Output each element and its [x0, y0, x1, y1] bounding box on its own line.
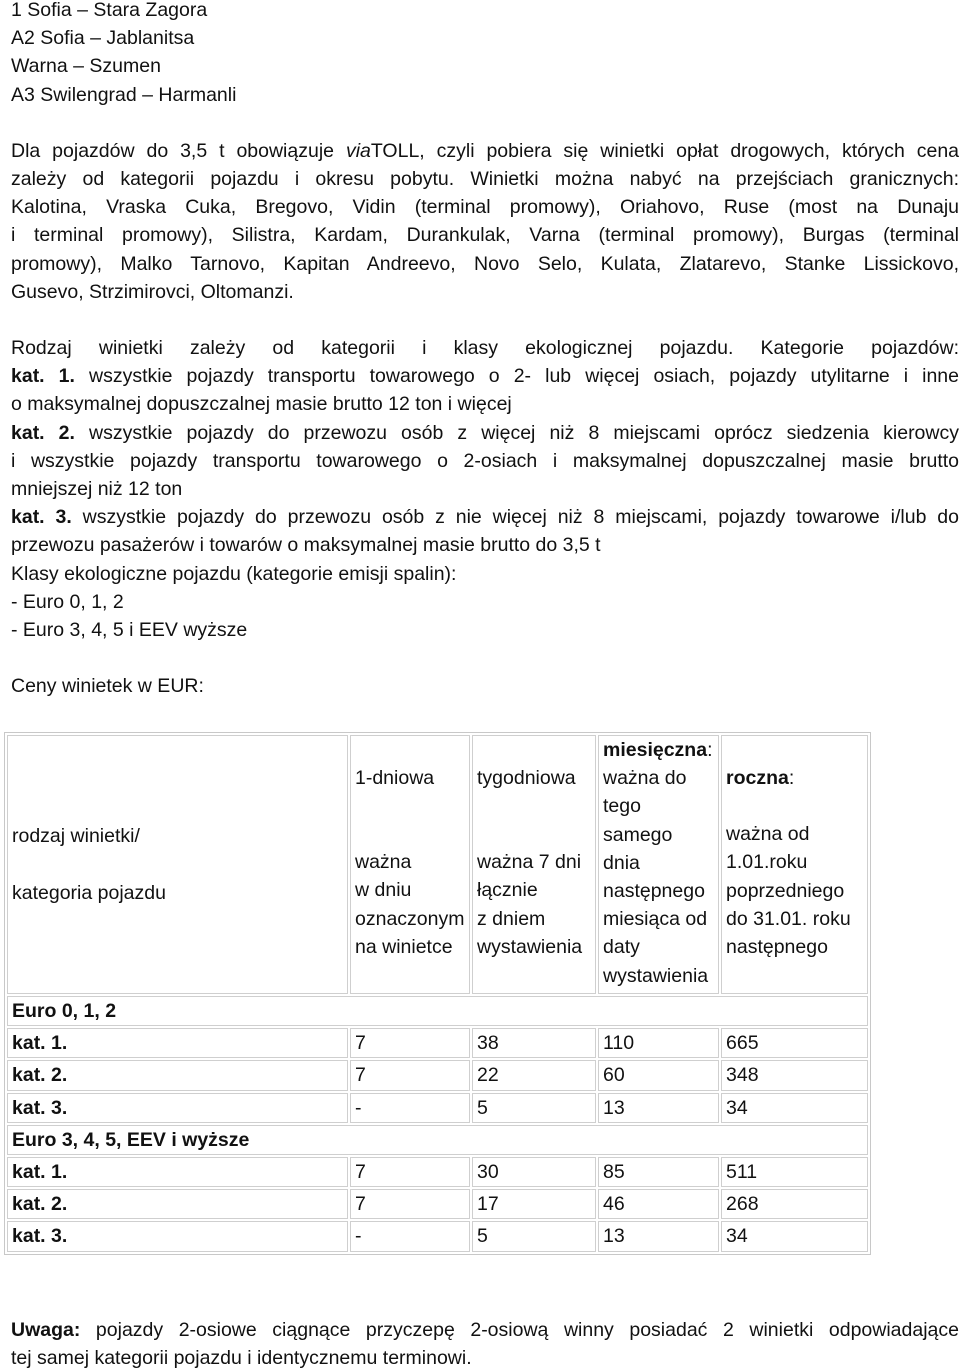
header-monthly: miesięczna: ważna do tego samego dnia następnego miesiąca od daty wystawienia — [598, 735, 719, 994]
table-row — [7, 1157, 868, 1187]
table-row — [7, 1060, 868, 1090]
route-line: Warna – Szumen — [11, 55, 161, 78]
category-1-label: kat. 1. — [11, 365, 75, 388]
table-row — [7, 1093, 868, 1123]
price-monthly: 13 — [598, 1221, 719, 1251]
table-header-row — [7, 735, 868, 994]
header-weekly: tygodniowa ważna 7 dni łącznie z dniem wystawienia — [472, 735, 596, 994]
route-line: A3 Swilengrad – Harmanli — [11, 83, 237, 106]
category-3-label: kat. 3. — [11, 506, 72, 529]
table-group-row — [7, 996, 868, 1026]
eco-class-item: - Euro 3, 4, 5 i EEV wyższe — [11, 619, 248, 642]
category-2-line: kat. 2. wszystkie pojazdy do przewozu osób z więcej niż 8 miejscami oprócz siedzenia kierowcy — [11, 421, 959, 444]
route-line: A2 Sofia – Jablanitsa — [11, 27, 195, 50]
intro-paragraph-line: Dla pojazdów do 3,5 t obowiązuje viaTOLL, czyli pobiera się winietki opłat drogowych, których cena — [11, 139, 960, 162]
prices-title: Ceny winietek w EUR: — [11, 675, 204, 698]
table-row — [7, 1028, 868, 1058]
header-1-day: 1-dniowa ważna w dniu oznaczonym na winietce — [350, 735, 470, 994]
category-1-line: kat. 1. wszystkie pojazdy transportu towarowego o 2- lub więcej osiach, pojazdy utylitarne i inne — [11, 365, 959, 388]
row-category: kat. 3. — [7, 1093, 348, 1123]
price-1-day: - — [350, 1093, 470, 1123]
price-annual: 34 — [721, 1093, 868, 1123]
price-1-day: 7 — [350, 1028, 470, 1058]
price-1-day: 7 — [350, 1157, 470, 1187]
price-annual: 34 — [721, 1221, 868, 1251]
row-category: kat. 2. — [7, 1189, 348, 1219]
note-line: Uwaga: pojazdy 2-osiowe ciągnące przyczepę 2-osiową winny posiadać 2 winietki odpowiadające — [11, 1319, 959, 1341]
price-monthly: 60 — [598, 1060, 719, 1090]
row-category: kat. 1. — [7, 1157, 348, 1187]
intro-paragraph-line: promowy), Malko Tarnovo, Kapitan Andreevo, Novo Selo, Kulata, Zlatarevo, Stanke Lissickovo, — [11, 252, 959, 275]
price-annual: 348 — [721, 1060, 868, 1090]
intro-paragraph-line: Kalotina, Vraska Cuka, Bregovo, Vidin (terminal promowy), Oriahovo, Ruse (most na Dunaju — [11, 196, 959, 219]
eco-class-item: - Euro 0, 1, 2 — [11, 590, 124, 613]
price-weekly: 5 — [472, 1221, 596, 1251]
categories-intro: Rodzaj winietki zależy od kategorii i klasy ekologicznej pojazdu. Kategorie pojazdów: — [11, 337, 959, 360]
price-weekly: 22 — [472, 1060, 596, 1090]
category-2-label: kat. 2. — [11, 421, 75, 444]
header-annual: roczna: ważna od 1.01.roku poprzedniego do 31.01. roku następnego — [721, 735, 868, 994]
price-annual: 665 — [721, 1028, 868, 1058]
note-line: tej samej kategorii pojazdu i identycznemu terminowi. — [11, 1347, 472, 1370]
header-vehicle-category: rodzaj winietki/ kategoria pojazdu — [7, 735, 348, 994]
group-euro-0-1-2: Euro 0, 1, 2 — [7, 996, 868, 1026]
price-annual: 268 — [721, 1189, 868, 1219]
vignette-price-table — [4, 732, 871, 1255]
price-monthly: 46 — [598, 1189, 719, 1219]
price-annual: 511 — [721, 1157, 868, 1187]
intro-paragraph-line: zależy od kategorii pojazdu i okresu pobytu. Winietki można nabyć na przejściach granicznych: — [11, 168, 959, 191]
eco-classes-title: Klasy ekologiczne pojazdu (kategorie emisji spalin): — [11, 562, 457, 585]
viatoll-brand: via — [345, 139, 371, 162]
category-2-line: i wszystkie pojazdy transportu towarowego o 2-osiach i maksymalnej dopuszczalnej masie brutto — [11, 449, 959, 472]
category-3-line: przewozu pasażerów i towarów o maksymalnej masie brutto do 3,5 t — [11, 534, 601, 557]
price-1-day: - — [350, 1221, 470, 1251]
price-monthly: 110 — [598, 1028, 719, 1058]
document-body — [11, 0, 959, 700]
route-line: 1 Sofia – Stara Zagora — [11, 0, 208, 21]
intro-paragraph-line: i terminal promowy), Silistra, Kardam, Durankulak, Varna (terminal promowy), Burgas (terminal — [11, 224, 959, 247]
price-monthly: 13 — [598, 1093, 719, 1123]
note-label: Uwaga: — [11, 1319, 81, 1341]
category-2-line: mniejszej niż 12 ton — [11, 478, 183, 501]
price-weekly: 17 — [472, 1189, 596, 1219]
table-row — [7, 1221, 868, 1251]
price-1-day: 7 — [350, 1189, 470, 1219]
table-row — [7, 1189, 868, 1219]
row-category: kat. 3. — [7, 1221, 348, 1251]
price-1-day: 7 — [350, 1060, 470, 1090]
category-1-line: o maksymalnej dopuszczalnej masie brutto 12 ton i więcej — [11, 393, 512, 416]
group-euro-3-4-5-eev: Euro 3, 4, 5, EEV i wyższe — [7, 1125, 868, 1155]
price-weekly: 30 — [472, 1157, 596, 1187]
price-weekly: 5 — [472, 1093, 596, 1123]
row-category: kat. 1. — [7, 1028, 348, 1058]
price-weekly: 38 — [472, 1028, 596, 1058]
note-paragraph — [11, 1316, 959, 1372]
category-3-line: kat. 3. wszystkie pojazdy do przewozu osób z nie więcej niż 8 miejscami, pojazdy towarowe i/lub do — [11, 506, 959, 529]
price-monthly: 85 — [598, 1157, 719, 1187]
row-category: kat. 2. — [7, 1060, 348, 1090]
table-group-row — [7, 1125, 868, 1155]
intro-paragraph-line: Gusevo, Strzimirovci, Oltomanzi. — [11, 280, 294, 303]
